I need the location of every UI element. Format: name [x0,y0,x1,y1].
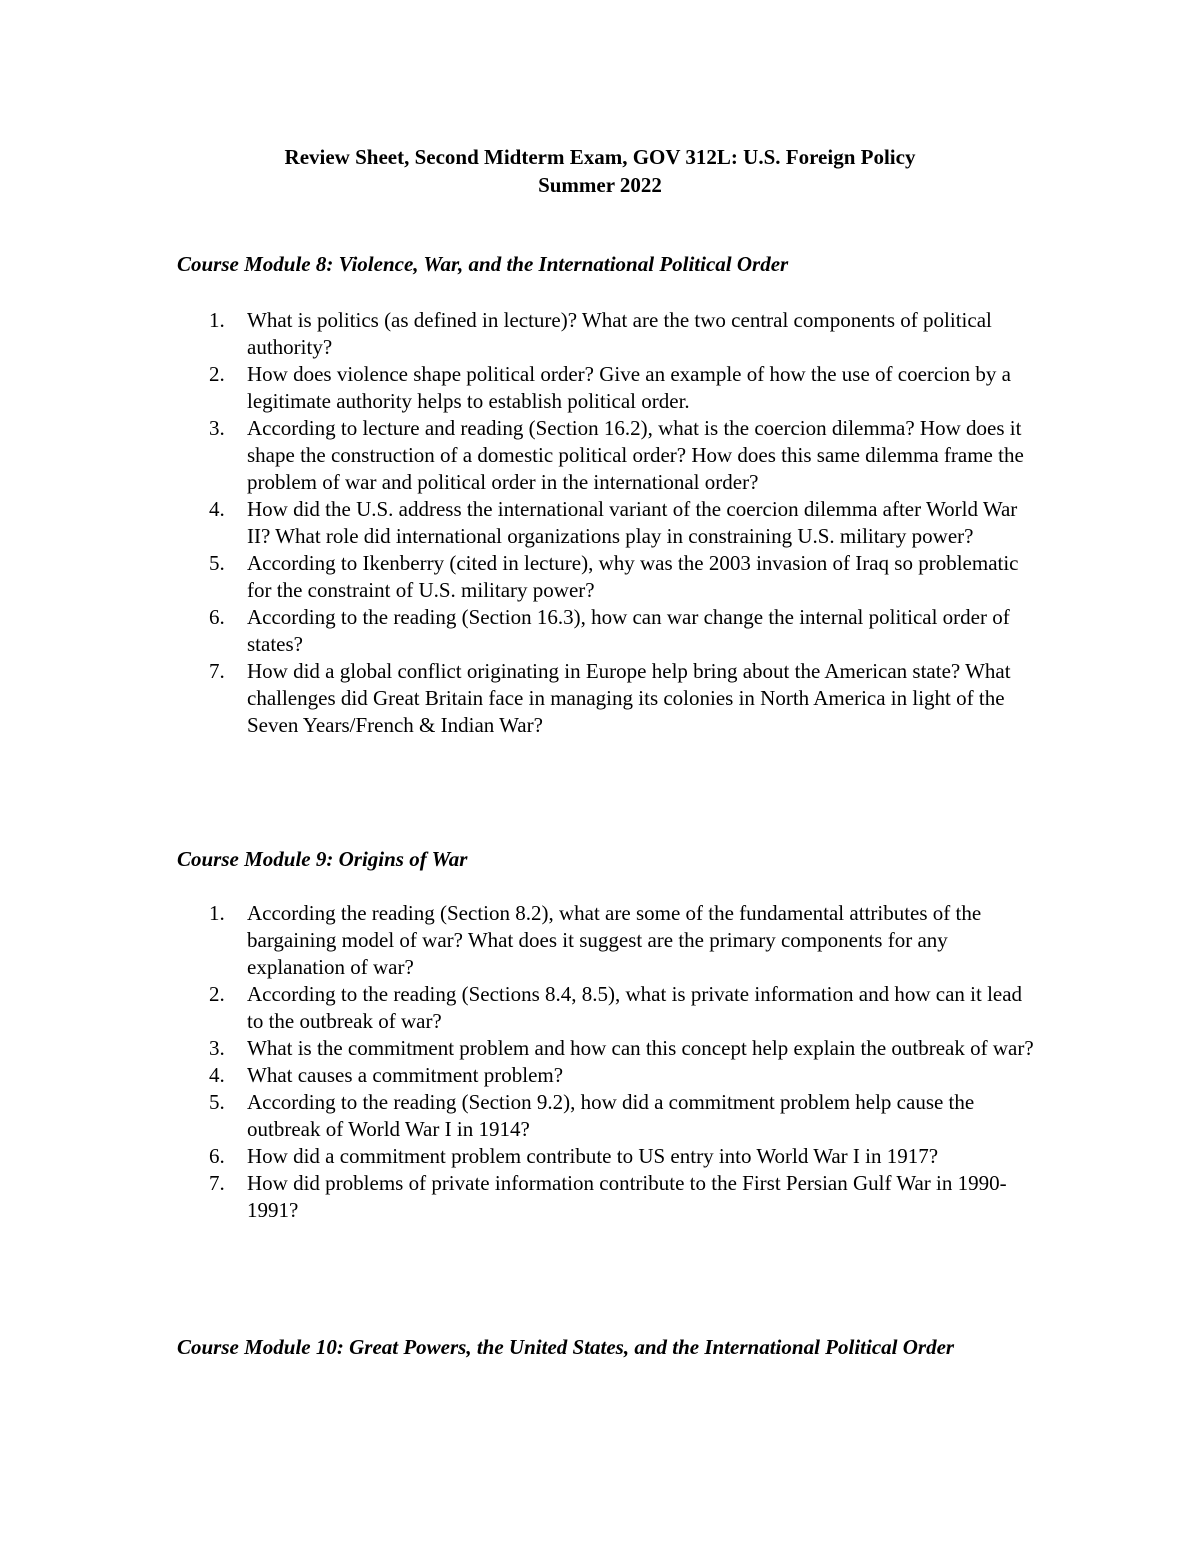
title-line-2: Summer 2022 [538,173,662,197]
list-item [209,604,1037,658]
document-title [0,143,1200,199]
question-text: According to the reading (Section 9.2), how did a commitment problem help cause the outbreak of World War I in 1914? [247,1090,975,1141]
question-text: According to the reading (Section 16.3), how can war change the internal political order of states? [247,605,1010,656]
question-text: How did problems of private information contribute to the First Persian Gulf War in 1990-1991? [247,1171,1007,1222]
question-number: 5. [209,1090,225,1114]
question-number: 6. [209,1144,225,1168]
list-item [209,1035,1037,1062]
module-8-heading: Course Module 8: Violence, War, and the International Political Order [177,252,789,276]
list-item [209,496,1037,550]
list-item [209,1170,1037,1224]
question-number: 1. [209,308,225,332]
question-text: According to the reading (Sections 8.4, 8.5), what is private information and how can it lead to the outbreak of war? [247,982,1023,1033]
question-text: How did a commitment problem contribute to US entry into World War I in 1917? [247,1144,939,1168]
module-9-heading: Course Module 9: Origins of War [177,847,468,871]
question-number: 4. [209,1063,225,1087]
list-item [209,415,1037,496]
list-item [209,1143,1037,1170]
list-item [209,1062,1037,1089]
question-text: What is the commitment problem and how can this concept help explain the outbreak of war? [247,1036,1034,1060]
question-text: How does violence shape political order? Give an example of how the use of coercion by a legitimate authority helps to establish political order. [247,362,1011,413]
question-number: 3. [209,1036,225,1060]
question-number: 7. [209,659,225,683]
question-text: How did a global conflict originating in Europe help bring about the American state? What challenges did Great Britain face in managing its colonies in North America in light of the Seven Years/French & Indian War? [247,659,1011,737]
question-text: According to Ikenberry (cited in lecture), why was the 2003 invasion of Iraq so problematic for the constraint of U.S. military power? [247,551,1019,602]
question-text: What is politics (as defined in lecture)? What are the two central components of political authority? [247,308,992,359]
question-number: 2. [209,362,225,386]
list-item [209,361,1037,415]
title-line-1: Review Sheet, Second Midterm Exam, GOV 312L: U.S. Foreign Policy [284,145,916,169]
question-number: 6. [209,605,225,629]
question-text: How did the U.S. address the international variant of the coercion dilemma after World War II? What role did international organizations play in constraining U.S. military power? [247,497,1018,548]
list-item [209,658,1037,739]
list-item [209,981,1037,1035]
question-number: 2. [209,982,225,1006]
list-item [209,1089,1037,1143]
question-number: 3. [209,416,225,440]
question-text: According to lecture and reading (Section 16.2), what is the coercion dilemma? How does it shape the construction of a domestic political order? How does this same dilemma frame the problem of war and political order in the international order? [247,416,1024,494]
module-10-heading: Course Module 10: Great Powers, the United States, and the International Political Order [177,1335,955,1359]
question-number: 5. [209,551,225,575]
list-item [209,307,1037,361]
question-number: 1. [209,901,225,925]
question-text: What causes a commitment problem? [247,1063,564,1087]
list-item [209,550,1037,604]
question-number: 4. [209,497,225,521]
module-9-questions [209,900,1037,1224]
list-item [209,900,1037,981]
question-number: 7. [209,1171,225,1195]
question-text: According the reading (Section 8.2), what are some of the fundamental attributes of the bargaining model of war? What does it suggest are the primary components for any explanation of war? [247,901,982,979]
module-8-questions [209,307,1037,739]
